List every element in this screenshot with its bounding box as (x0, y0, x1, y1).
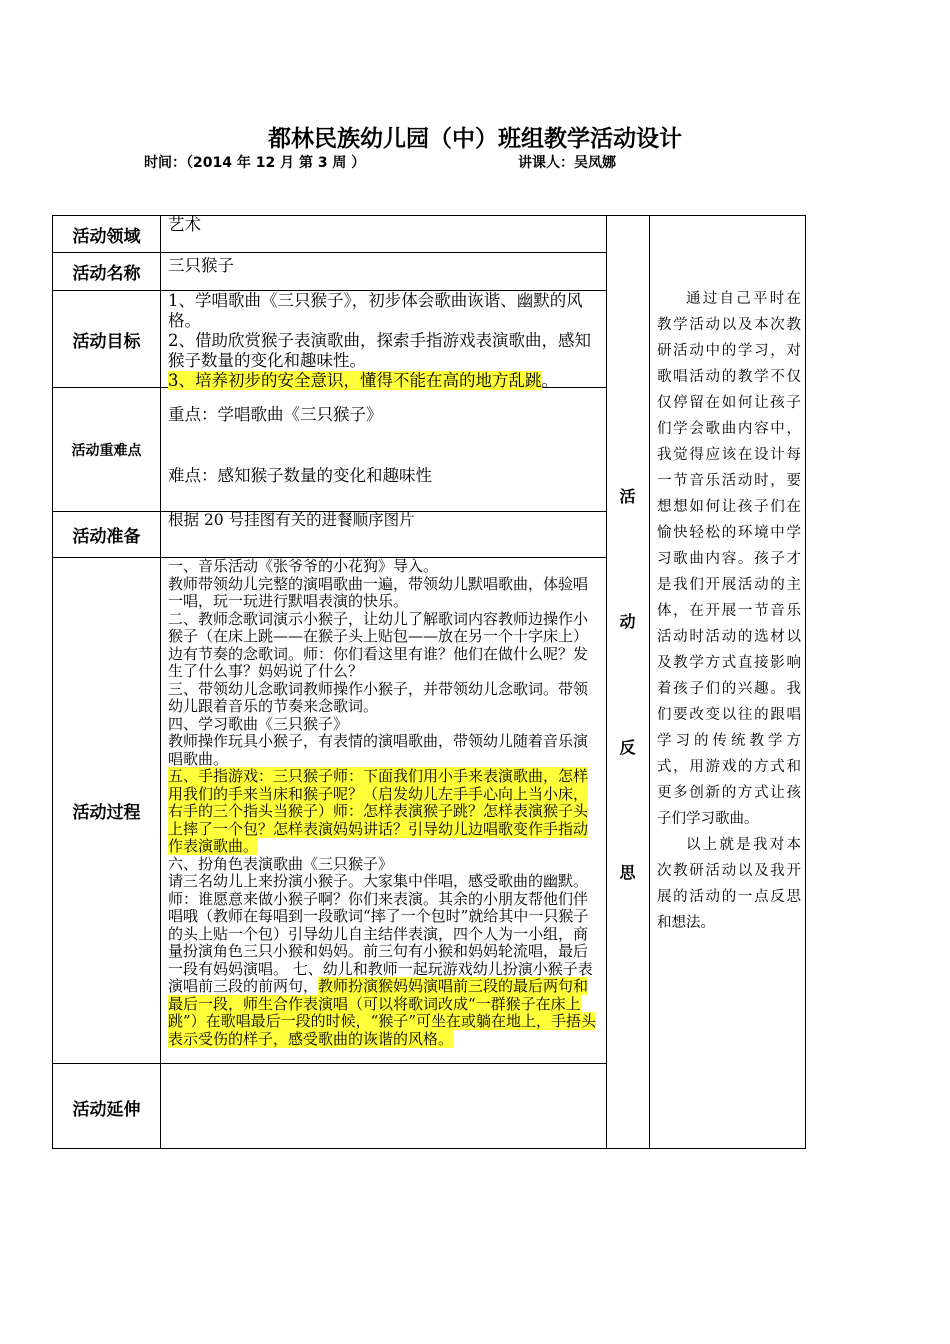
process-text: 请三名幼儿上来扮演小猴子。大家集中伴唱，感受歌曲的幽默。师：谁愿意来做小猴子啊？你们来表演。其余的小朋友帮他们伴唱哦（教师在每唱到一段歌词“摔了一个包时”就给其中一只猴子的头上贴一个包）引导幼儿自主结伴表演，四个人为一小组，商量扮演角色三只小猴和妈妈。前三句有小猴和妈妈轮流唱，最后一段有妈妈演唱。 七、幼儿和教师一起玩游戏幼儿扮演小猴子表演唱前三段的前两句， (168, 872, 593, 995)
reflection-text (657, 286, 801, 936)
goal-item: 1、学唱歌曲《三只猴子》，初步体会歌曲诙谐、幽默的风格。 (168, 291, 583, 330)
goal-item-highlighted: 3、培养初步的安全意识，懂得不能在高的地方乱跳 (168, 371, 542, 390)
name-label: 活动名称 (72, 264, 141, 284)
time-info: 时间：（2014 年 12 月 第 3 周 ） (144, 155, 366, 171)
domain-value: 艺术 (168, 215, 201, 234)
grid-line (649, 216, 650, 1148)
goal-list (168, 291, 600, 391)
extension-label: 活动延伸 (72, 1099, 141, 1120)
highlight-text: 五、手指游戏：三只猴子师：下面我们用小手来表演歌曲，怎样用我们的手来当床和猴子呢？（启发幼儿左手手心向上当小床，右手的三个指头当猴子）师：怎样表演猴子跳？怎样表演猴子头上摔了一个包？怎样表演妈妈讲话？引导幼儿边唱歌变作手指动作表演歌曲。 (168, 767, 589, 855)
prep-value: 根据 20 号挂图有关的进餐顺序图片 (168, 511, 415, 529)
process-paragraph: 三、带领幼儿念歌词教师操作小猴子，并带领幼儿念歌词。带领幼儿跟着音乐的节奏来念歌词。 (168, 679, 589, 715)
process-paragraph: 二、教师念歌词演示小猴子，让幼儿了解歌词内容教师边操作小猴子（在床上跳——在猴子头上贴包——放在另一个十字床上）边有节奏的念歌词。师：你们看这里有谁？他们在做什么呢？发生了什么事？妈妈说了什么？ (168, 609, 589, 680)
goal-item (168, 371, 600, 391)
process-content (168, 558, 600, 1048)
process-paragraph: 一、音乐活动《张爷爷的小花狗》导入。 (168, 557, 439, 575)
goal-end-punct: 。 (541, 371, 558, 390)
reflection-title-char: 活 (619, 487, 636, 506)
process-label: 活动过程 (72, 803, 141, 823)
highlight-text: 教师扮演猴妈妈演唱前三段的最后两句和最后一段，师生合作表演唱（可以将歌词改成“一群猴子在床上跳”）在歌唱最后一段的时候，“猴子”可坐在或躺在地上，手捂头表示受伤的样子，感受歌曲的诙谐的风格。 (168, 977, 597, 1048)
process-paragraph-highlighted (168, 768, 600, 856)
reflection-title-char: 反 (619, 738, 636, 757)
process-paragraph (168, 873, 600, 1048)
process-paragraph: 教师操作玩具小猴子，有表情的演唱歌曲，带领幼儿随着音乐演唱歌曲。 (168, 732, 589, 768)
name-value: 三只猴子 (168, 256, 234, 275)
grid-line (160, 216, 161, 1148)
process-paragraph: 六、扮角色表演歌曲《三只猴子》 (168, 854, 394, 873)
teacher-info: 讲课人：吴凤娜 (518, 155, 616, 171)
process-paragraph: 四、学习歌曲《三只猴子》 (168, 714, 349, 733)
reflection-paragraph: 以上就是我对本次教研活动以及我开展的活动的一点反思和想法。 (657, 837, 801, 931)
reflection-title-char: 动 (619, 612, 636, 631)
prep-label: 活动准备 (72, 527, 141, 547)
key-points-label: 活动重难点 (71, 442, 142, 459)
page-title: 都林民族幼儿园（中）班组教学活动设计 (268, 126, 682, 152)
key-point: 重点：学唱歌曲《三只猴子》 (168, 405, 383, 424)
domain-label: 活动领域 (72, 226, 141, 247)
goal-item: 2、借助欣赏猴子表演歌曲，探索手指游戏表演歌曲，感知猴子数量的变化和趣味性。 (168, 331, 591, 370)
reflection-title-char: 思 (619, 863, 636, 882)
goal-label: 活动目标 (72, 331, 141, 352)
reflection-paragraph: 通过自己平时在教学活动以及本次教研活动中的学习，对歌唱活动的教学不仅仅停留在如何让孩子们学会歌曲内容中，我觉得应该在设计每一节音乐活动时，要想想如何让孩子们在愉快轻松的环境中学习歌曲内容。孩子才是我们开展活动的主体，在开展一节音乐活动时活动的选材以及教学方式直接影响着孩子们的兴趣。我们要改变以往的跟唱学习的传统教学方式，用游戏的方式和更多创新的方式让孩子们学习歌曲。 (657, 291, 801, 827)
process-paragraph: 教师带领幼儿完整的演唱歌曲一遍，带领幼儿默唱歌曲，体验唱一唱，玩一玩进行默唱表演的快乐。 (168, 574, 589, 610)
grid-line (606, 216, 607, 1148)
difficult-point: 难点：感知猴子数量的变化和趣味性 (168, 466, 432, 485)
lesson-plan-table (52, 215, 806, 1149)
